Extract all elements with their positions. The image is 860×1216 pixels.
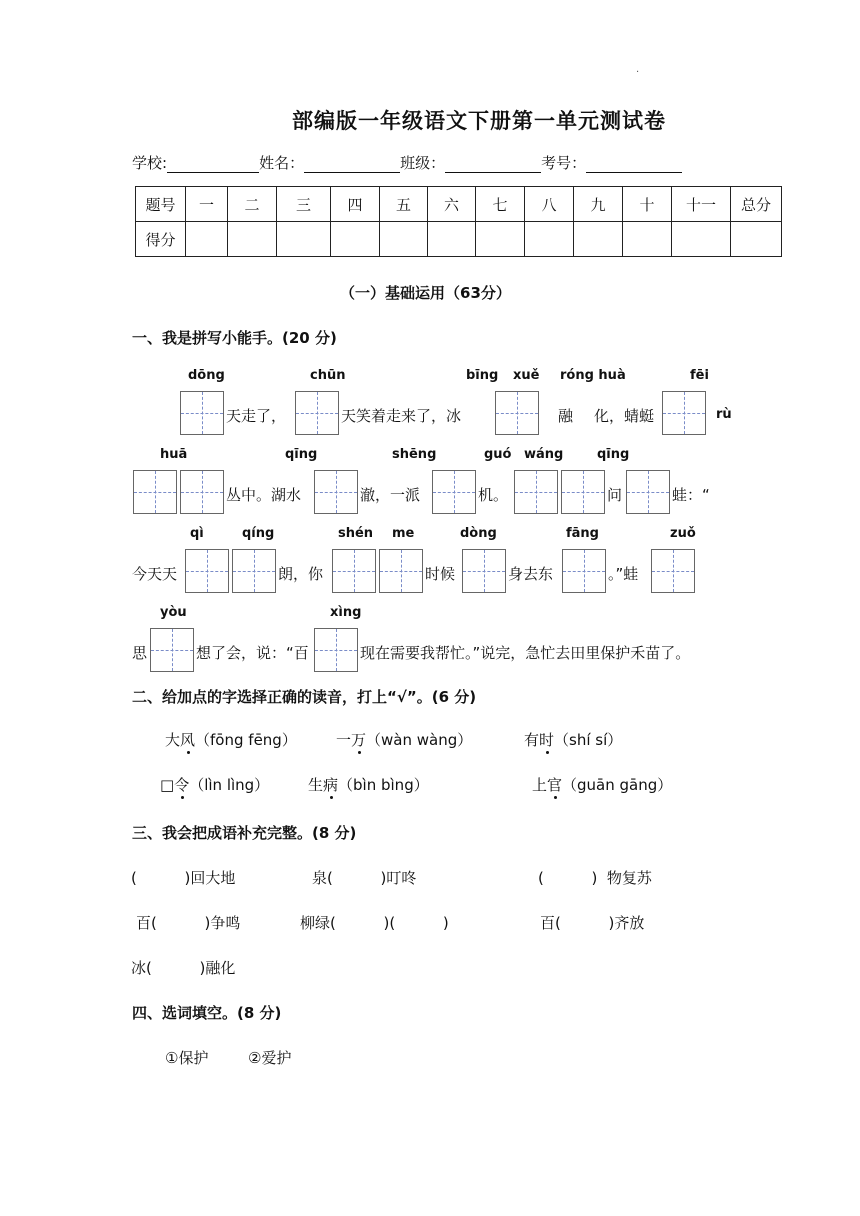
dotted-char: 风 [180,731,196,749]
score-input-cell[interactable] [731,222,782,257]
passage-text: 朗，你 [278,565,324,583]
score-input-cell[interactable] [672,222,731,257]
passage-text: 机。 [478,486,509,504]
word-option: ②爱护 [248,1049,292,1067]
reading-item [524,729,622,750]
table-cell: 十一 [672,187,731,222]
pinyin: me [392,526,415,541]
pinyin: qīng [597,447,630,462]
reading-options[interactable]: （shí sí） [554,731,623,749]
idiom-item[interactable]: 冰( )融化 [131,959,236,977]
passage-text: 问 [607,486,623,504]
item-char: □ [160,776,175,794]
corner-mark: . [636,64,640,75]
table-cell: 一 [186,187,228,222]
passage-text: 天走了， [226,407,287,425]
passage-text: 今天天 [132,565,178,583]
writing-box[interactable] [462,549,506,593]
table-cell: 三 [277,187,331,222]
writing-box[interactable] [180,470,224,514]
passage-text: 化，蜻蜓 [594,407,655,425]
pinyin: xuě [513,368,540,383]
item-char: 上 [532,776,548,794]
pinyin: róng huà [560,368,626,383]
idiom-item[interactable]: 百( )齐放 [540,914,645,932]
name-label: 姓名： [259,154,305,172]
score-input-cell[interactable] [476,222,525,257]
question-2-title: 二、给加点的字选择正确的读音，打上“√”。(6 分) [132,688,477,706]
pinyin: qì [190,526,204,541]
pinyin: wáng [524,447,564,462]
item-char: 一 [336,731,352,749]
word-option: ①保护 [165,1049,209,1067]
reading-options[interactable]: （fōng fēng） [195,731,297,749]
pinyin: bīng [466,368,499,383]
passage-text: 身去东 [508,565,554,583]
passage-text: 现在需要我帮忙。”说完，急忙去田里保护禾苗了。 [360,644,691,662]
score-input-cell[interactable] [277,222,331,257]
table-cell: 七 [476,187,525,222]
passage-text: 融 [558,407,574,425]
pinyin: fāng [566,526,599,541]
question-1-title: 一、我是拼写小能手。(20 分) [132,329,337,347]
passage-text: 澈，一派 [360,486,421,504]
table-cell: 得分 [136,222,186,257]
pinyin: huā [160,447,188,462]
reading-item [308,774,429,795]
score-table-score-row [136,222,782,257]
score-input-cell[interactable] [331,222,380,257]
writing-box[interactable] [514,470,558,514]
exam-no-blank[interactable] [586,156,682,173]
writing-box[interactable] [651,549,695,593]
pinyin: yòu [160,605,187,620]
writing-box[interactable] [232,549,276,593]
pinyin: rù [716,407,732,422]
pinyin: zuǒ [670,526,696,541]
writing-box[interactable] [332,549,376,593]
table-cell: 八 [525,187,574,222]
item-char: 有 [524,731,540,749]
item-char: 生 [308,776,324,794]
pinyin: shén [338,526,374,541]
exam-no-label: 考号： [541,154,587,172]
table-cell: 总分 [731,187,782,222]
dotted-char: 时 [539,731,555,749]
writing-box[interactable] [562,549,606,593]
score-input-cell[interactable] [525,222,574,257]
writing-box[interactable] [626,470,670,514]
passage-text: 想了会，说：“百 [196,644,309,662]
reading-options[interactable]: （wàn wàng） [366,731,473,749]
passage-text: 丛中。湖水 [226,486,302,504]
pinyin: dòng [460,526,497,541]
writing-box[interactable] [662,391,706,435]
score-input-cell[interactable] [228,222,277,257]
passage-text: 天笑着走来了，冰 [341,407,462,425]
school-label: 学校: [132,154,168,172]
table-cell: 九 [574,187,623,222]
table-cell: 六 [428,187,476,222]
class-blank[interactable] [445,156,541,173]
reading-item [160,774,269,795]
name-blank[interactable] [304,156,400,173]
writing-box[interactable] [180,391,224,435]
reading-options[interactable]: （bìn bìng） [338,776,429,794]
writing-box[interactable] [314,628,358,672]
reading-item [532,774,672,795]
reading-options[interactable]: （guān gāng） [562,776,673,794]
passage-text: 蛙：“ [672,486,710,504]
item-char: 大 [165,731,181,749]
score-input-cell[interactable] [574,222,623,257]
class-label: 班级： [400,154,446,172]
pinyin: qíng [242,526,275,541]
table-cell: 四 [331,187,380,222]
pinyin: fēi [690,368,709,383]
passage-text: 。”蛙 [608,565,639,583]
score-input-cell[interactable] [428,222,476,257]
dotted-char: 病 [323,776,339,794]
page-title: 部编版一年级语文下册第一单元测试卷 [292,109,666,133]
idiom-item[interactable]: 泉( )叮咚 [312,869,417,887]
part-heading: （一）基础运用（63分） [340,284,511,302]
table-cell: 题号 [136,187,186,222]
reading-item [336,729,472,750]
passage-text: 时候 [425,565,456,583]
score-input-cell[interactable] [186,222,228,257]
idiom-item[interactable]: ( ) 物复苏 [538,869,652,887]
score-table-head-row [136,187,782,222]
reading-options[interactable]: （lìn lìng） [189,776,270,794]
idiom-item[interactable]: 百( )争鸣 [136,914,241,932]
writing-box[interactable] [432,470,476,514]
writing-box[interactable] [185,549,229,593]
pinyin: guó [484,447,512,462]
table-cell: 二 [228,187,277,222]
school-blank[interactable] [167,156,259,173]
idiom-item[interactable]: ( )回大地 [131,869,236,887]
reading-item [165,729,297,750]
writing-box[interactable] [379,549,423,593]
writing-box[interactable] [561,470,605,514]
pinyin: shēng [392,447,437,462]
dotted-char: 令 [174,776,190,794]
writing-box[interactable] [495,391,539,435]
pinyin: qīng [285,447,318,462]
score-input-cell[interactable] [380,222,428,257]
question-4-title: 四、选词填空。(8 分) [132,1004,282,1022]
writing-box[interactable] [314,470,358,514]
table-cell: 十 [623,187,672,222]
question-3-title: 三、我会把成语补充完整。(8 分) [132,824,357,842]
score-input-cell[interactable] [623,222,672,257]
pinyin: chūn [310,368,346,383]
dotted-char: 万 [351,731,367,749]
idiom-item[interactable]: 柳绿( )( ) [300,914,449,932]
passage-text: 思 [132,644,148,662]
pinyin: dōng [188,368,225,383]
writing-box[interactable] [150,628,194,672]
writing-box[interactable] [133,470,177,514]
score-table [135,186,782,257]
student-info-line [132,152,682,173]
dotted-char: 官 [547,776,563,794]
pinyin: xìng [330,605,362,620]
writing-box[interactable] [295,391,339,435]
table-cell: 五 [380,187,428,222]
